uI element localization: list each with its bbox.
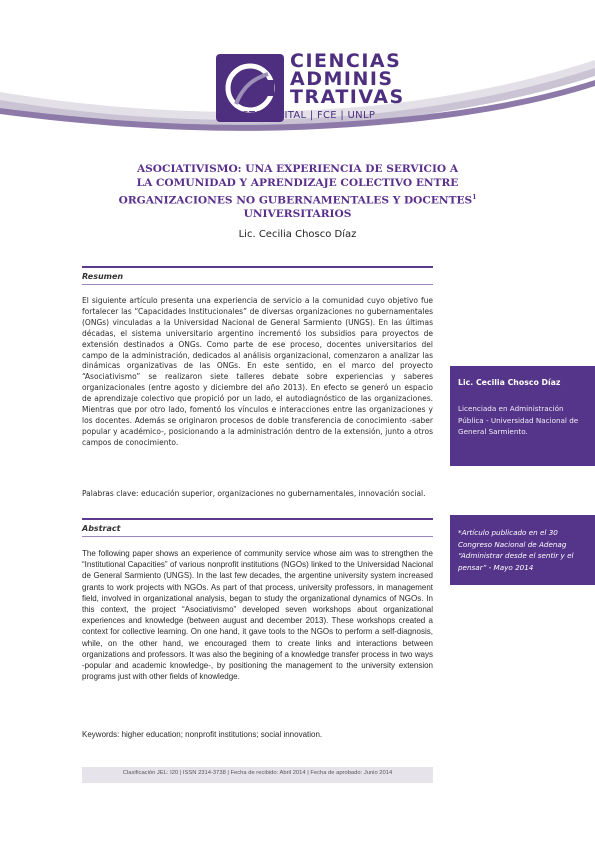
title-line: LA COMUNIDAD Y APRENDIZAJE COLECTIVO ENTRE bbox=[136, 177, 459, 190]
section-divider bbox=[82, 518, 433, 520]
abstract-heading: Abstract bbox=[82, 524, 121, 533]
footnote-mark: 1 bbox=[472, 193, 477, 201]
logo-text-line3: TRATIVAS bbox=[290, 86, 405, 108]
resumen-keywords: Palabras clave: educación superior, organizaciones no gubernamentales, innovación social. bbox=[82, 489, 426, 498]
section-divider bbox=[82, 266, 433, 268]
article-author: Lic. Cecilia Chosco Díaz bbox=[238, 229, 357, 240]
resumen-heading: Resumen bbox=[82, 272, 124, 281]
section-divider-thin bbox=[82, 284, 433, 285]
section-divider-thin bbox=[82, 536, 433, 537]
logo-subtitle: REVISTA DIGITAL | FCE | UNLP bbox=[218, 110, 376, 121]
publication-note-text: *Artículo publicado en el 30 Congreso Nacional de Adenag “Administrar desde el sentir y el pensar” - Mayo 2014 bbox=[458, 528, 574, 572]
abstract-keywords: Keywords: higher education; nonprofit institutions; social innovation. bbox=[82, 730, 323, 739]
resumen-paragraph: El siguiente artículo presenta una experiencia de servicio a la comunidad cuyo objetivo fue fortalecer las “Capacidades Institucionales” de diversas organizaciones no gubernamentales (ONGs) vinculadas a la Universidad Nacional de General Sarmiento (UNGS). En las últimas décadas, el sistema universitario argentino incrementó los subsidios para proyectos de extensión destinados a ONGs. Como parte de ese proceso, docentes universitarios del campo de la administración, dedicados al análisis organizacional, comenzaron a analizar las dinámicas organizativas de las ONGs. En este sentido, en el marco del proyecto “Asociativismo” se realizaron siete talleres debate sobre experiencias y saberes organizacionales (entre agosto y diciembre del año 2013). En efecto se generó un espacio de aprendizaje colectivo que propició por un lado, el autodiagnóstico de las organizaciones. Mientras que por otro lado, fomentó los vínculos e interacciones entre las organizaciones y los docentes. Además se originaron procesos de doble transferencia de conocimiento -saber popular y académico-, posicionando a la administración dentro de la extensión, junto a otros campos de conocimiento. bbox=[82, 296, 433, 447]
footer-metadata: Clasificación JEL: I20 | ISSN 2314-3738 | Fecha de recibido: Abril 2014 | Fecha de aprobado: Junio 2014 bbox=[122, 770, 393, 776]
logo-text-line2: ADMINIS bbox=[290, 68, 394, 90]
abstract-paragraph: The following paper shows an experience of community service whose aim was to strengthen the “Institutional Capacities” of various nonprofit institutions (NGOs) linked to the Universidad Nacional de General Sarmiento (UNGS). In the last few decades, the argentine university system increased grants to work projects with NGOs. As part of that process, university professors, in management field, involved in organizational analysis, began to study the organizational dynamics of NGOs. In this context, the project “Asociativismo” developed seven workshops about organizational experiences and knowledge (between august and december 2013). These workshops created a context for collective learning. On one hand, it gave tools to the NGOs to perform a self-diagnosis, while, on the other hand, we encouraged them to create links and interactions between organizations and professors. It was also the begining of a knowledge transfer process in two ways -popular and academic knowledge-, by positioning the management to the university extension programs just with other fields of knowledge. bbox=[82, 549, 433, 682]
logo-text-line1: CIENCIAS bbox=[290, 50, 402, 72]
title-line: ASOCIATIVISMO: UNA EXPERIENCIA DE SERVICIO A bbox=[136, 163, 459, 175]
article-title bbox=[80, 162, 515, 222]
title-line: UNIVERSITARIOS bbox=[243, 208, 352, 221]
author-info-name: Lic. Cecilia Chosco Díaz bbox=[458, 378, 561, 387]
title-line: ORGANIZACIONES NO GUBERNAMENTALES Y DOCENTES$^1$ bbox=[118, 193, 477, 207]
author-info-description: Licenciada en Administración Pública - Universidad Nacional de General Sarmiento. bbox=[458, 404, 579, 436]
